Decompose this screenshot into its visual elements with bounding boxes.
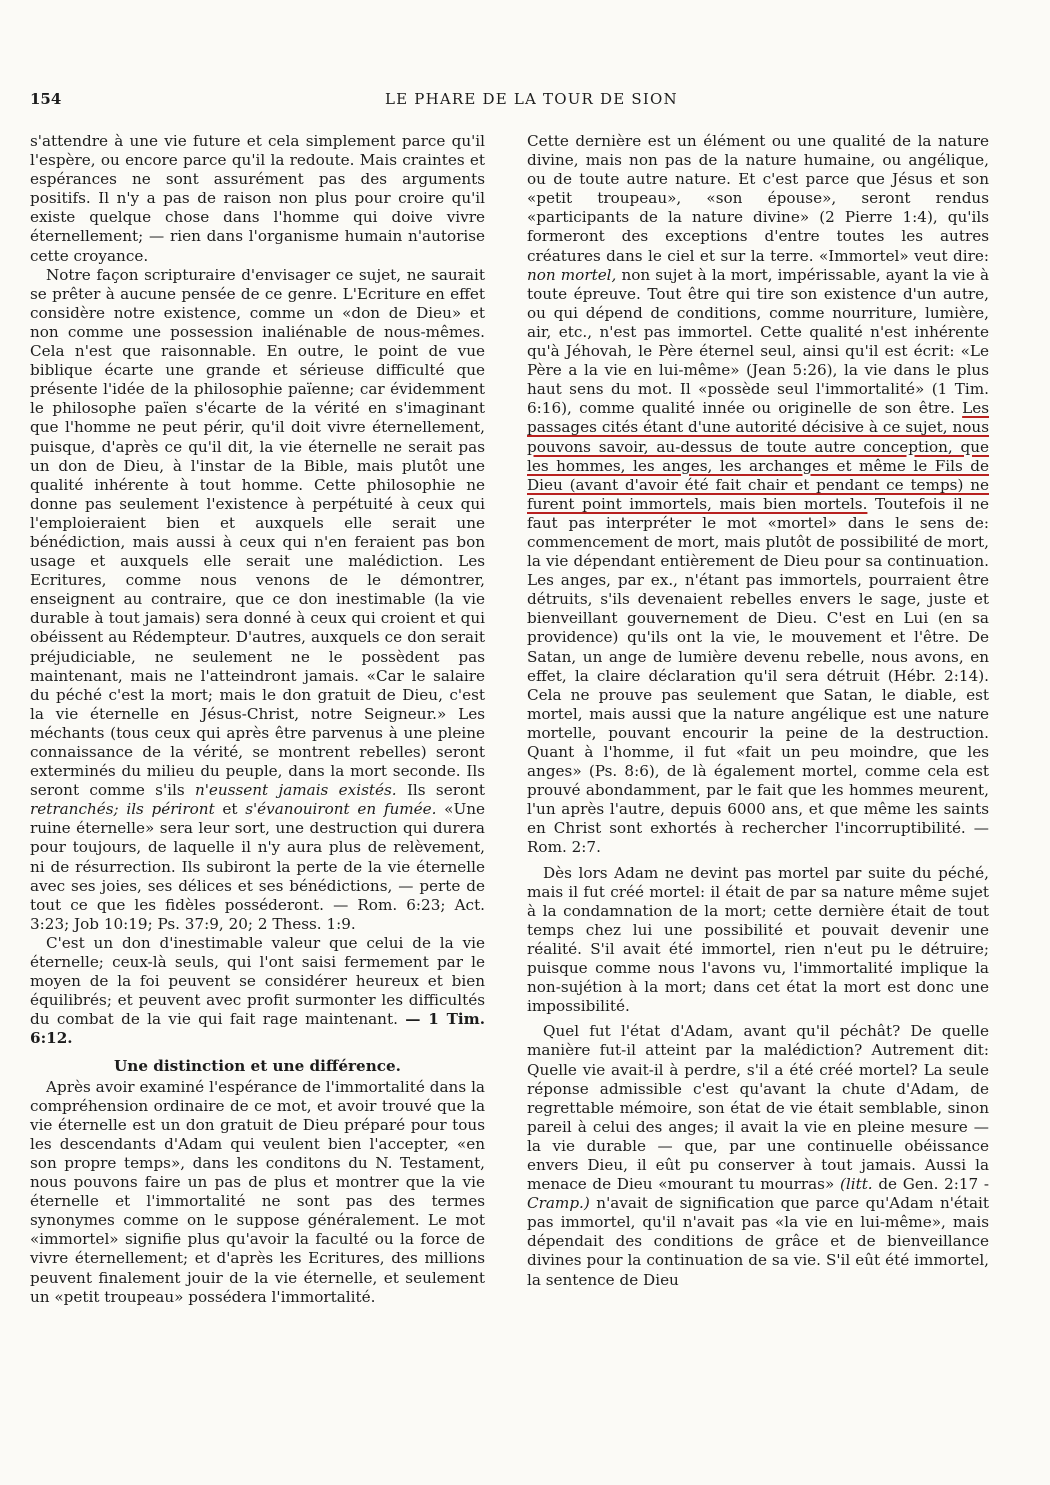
text-run: Cette dernière est un élément ou une qualité de la nature divine, mais non pas de la nature humaine, ou angélique, ou de toute autre nature. Et c'est parce que Jésus et son «petit troupeau», «son épouse», seront rendus «participants de la nature divine» (2 Pierre 1:4), qu'ils formeront des exceptions d'entre toutes les autres créatures dans le ciel et sur la terre. «Immortel» veut dire: — [527, 132, 989, 265]
scripture-reference: — 1 Tim. 6:12. — [30, 1010, 486, 1048]
section-heading: Une distinction et une différence. — [114, 1056, 401, 1075]
italic-text: s'évanouiront en fumée. — [245, 800, 437, 819]
italic-text: Cramp.) — [527, 1194, 590, 1213]
right-column — [527, 132, 989, 1290]
text-run: et — [222, 800, 238, 819]
text-run: Toutefois il ne faut pas interpréter le mot «mortel» dans le sens de: commencement de mort, mais plutôt de possibilité de mort, la vie dépendant entièrement de Dieu pour sa continuation. Les anges, par ex., n'étant pas immortels, pourraient être détruits, s'ils devenaient rebelles envers le sage, juste et bienveillant gouvernement de Dieu. C'est en Lui (en sa providence) qu'ils ont la vie, le mouvement et l'être. De Satan, un ange de lumière devenu rebelle, nous avons, en effet, la claire déclaration qu'il sera détruit (Hébr. 2:14). Cela ne prouve pas seulement que Satan, le diable, est mortel, mais aussi que la nature angélique est une nature mortelle, pouvant encourir la peine de la destruction. Quant à l'homme, il fut «fait un peu moindre, que les anges» (Ps. 8:6), de là également mortel, comme cela est prouvé abondamment, par le fait que les hommes meurent, l'un après l'autre, depuis 6000 ans, et que même les saints en Christ sont exhortés à rechercher l'incorruptibilité. — Rom. 2:7. — [527, 494, 990, 857]
paragraph — [30, 934, 485, 1049]
text-run: de Gen. 2:17 - — [878, 1175, 989, 1194]
paragraph: Après avoir examiné l'espérance de l'immortalité dans la compréhension ordinaire de ce mot, et avoir trouvé que la vie éternelle est un don gratuit de Dieu préparé pour tous les descendants d'Adam qui veulent bien l'accepter, «en son propre temps», dans les conditons du N. Testament, nous pouvons faire un pas de plus et montrer que la vie éternelle et l'immortalité ne sont pas des termes synonymes comme on le suppose généralement. Le mot «immortel» signifie plus qu'avoir la faculté ou la force de vivre éternellement; et d'après les Ecritures, des millions peuvent finalement jouir de la vie éternelle, et seulement un «petit troupeau» possédera l'immortalité. — [30, 1077, 485, 1306]
italic-text: n'eussent jamais existés. — [194, 781, 397, 800]
paragraph: s'attendre à une vie future et cela simplement parce qu'il l'espère, ou encore parce qu'il la redoute. Mais craintes et espérances ne sont assurément pas des arguments positifs. Il n'y a pas de raison non plus pour croire qu'il existe quelque chose dans l'homme qui doive vivre éternellement; — rien dans l'organisme humain n'autorise cette croyance. — [30, 132, 485, 265]
italic-text: non mortel, — [527, 265, 617, 284]
page-number: 154 — [30, 90, 62, 108]
text-run: C'est un don d'inestimable valeur que celui de la vie éternelle; ceux-là seuls, qui l'ont saisi fermement par le moyen de la foi peuvent se considérer heureux et bien équilibrés; et peuvent avec profit surmonter les difficultés du combat de la vie qui fait rage maintenant. — [30, 933, 485, 1029]
paragraph: Dès lors Adam ne devint pas mortel par suite du péché, mais il fut créé mortel: il était de par sa nature même sujet à la condamnation de la mort; cette dernière était de tout temps chez lui une possibilité et pouvait devenir une réalité. S'il avait été immortel, rien n'eut pu le détruire; puisque comme nous l'avons vu, l'immortalité implique la non-sujétion à la mort; dans cet état la mort est donc une impossibilité. — [527, 863, 989, 1016]
text-run: Ils seront — [406, 781, 485, 800]
left-column — [30, 132, 485, 1307]
text-run: «Une ruine éternelle» sera leur sort, une destruction qui durera pour toujours, de laquelle il n'y aura plus de relèvement, ni de résurrection. Ils subiront la perte de la vie éternelle avec ses joies, ses délices et ses bénédictions, — perte de tout ce que les fidèles posséderont. — Rom. 6:23; Act. 3:23; Job 10:19; Ps. 37:9, 20; 2 Thess. 1:9. — [30, 800, 486, 933]
highlighted-passage: Les passages cités étant d'une autorité décisive à ce sujet, nous pouvons savoir, au-dessus de toute autre conception, que les hommes, les anges, les archanges et même le Fils de Dieu (avant d'avoir été fait chair et pendant ce temps) ne furent point immortels, mais bien mortels. — [527, 399, 989, 513]
page-header — [30, 90, 1005, 112]
running-title: LE PHARE DE LA TOUR DE SION — [385, 90, 678, 108]
italic-text: retranchés; ils périront — [30, 800, 215, 819]
text-run: n'avait de signification que parce qu'Adam n'était pas immortel, qu'il n'avait pas «la vie en lui-même», mais dépendait des conditions de grâce et de bienveillance divines pour la continuation de sa vie. S'il eût été immortel, la sentence de Dieu — [527, 1194, 990, 1289]
text-run: Quel fut l'état d'Adam, avant qu'il péchât? De quelle manière fut-il atteint par la malédiction? Autrement dit: Quelle vie avait-il à perdre, s'il a été créé mortel? La seule réponse admissible c'est qu'avant la chute d'Adam, de regrettable mémoire, son état de vie était semblable, sinon pareil à celui des anges; il avait la vie en pleine mesure — la vie durable — que, par une continuelle obéissance envers Dieu, il eût pu conserver à tout jamais. Aussi la menace de Dieu «mourant tu mourras» — [527, 1022, 989, 1194]
paragraph — [30, 266, 485, 934]
text-run: Notre façon scripturaire d'envisager ce sujet, ne saurait se prêter à aucune pensée de ce genre. L'Ecriture en effet considère notre existence, comme un «don de Dieu» et non comme une possession inaliénable de nous-mêmes. Cela n'est que raisonnable. En outre, le point de vue biblique écarte une grande et sérieuse difficulté que présente l'idée de la philosophie païenne; car évidemment le philosophe païen s'écarte de la vérité en s'imaginant que l'homme ne peut périr, qu'il doit vivre éternellement, puisque, d'après ce qu'il dit, la vie éternelle ne serait pas un don de Dieu, à l'instar de la Bible, mais plutôt une qualité inhérente à tout homme. Cette philosophie ne donne pas seulement l'existence à perpétuité à ceux qui l'emploieraient bien et auxquels elle serait une bénédiction, mais aussi à ceux qui n'en feraient pas bon usage et auxquels elle serait une malédiction. Les Ecritures, comme nous venons de le démontrer, enseignent au contraire, que ce don inestimable (la vie durable à tout jamais) sera donné à ceux qui croient et qui obéissent au Rédempteur. D'autres, auxquels ce don serait préjudiciable, ne seulement ne le possèdent pas maintenant, mais ne l'atteindront jamais. «Car le salaire du péché c'est la mort; mais le don gratuit de Dieu, c'est la vie éternelle en Jésus-Christ, notre Seigneur.» Les méchants (tous ceux qui après être parvenus à une pleine connaissance de la vérité, se montrent rebelles) seront exterminés du milieu du peuple, dans la mort seconde. Ils seront comme s'ils — [30, 265, 485, 800]
text-run: non sujet à la mort, impérissable, ayant la vie à toute épreuve. Tout être qui tire son existence d'un autre, ou qui dépend de conditions, comme nourriture, lumière, air, etc., n'est pas immortel. Cette qualité n'est inhérente qu'à Jéhovah, le Père éternel seul, ainsi qu'il est écrit: «Le Père a la vie en lui-même» (Jean 5:26), la vie dans le plus haut sens du mot. Il «possède seul l'immortalité» (1 Tim. 6:16), comme qualité innée ou originelle de son être. — [527, 265, 990, 418]
italic-text: (litt. — [839, 1175, 873, 1194]
paragraph — [527, 132, 989, 858]
paragraph — [527, 1022, 989, 1289]
